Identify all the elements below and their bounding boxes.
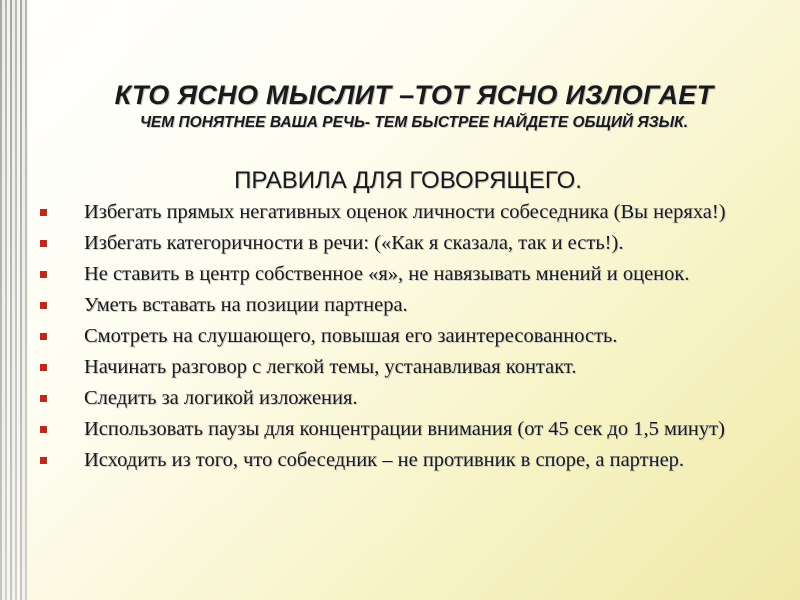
rule-text: Уметь вставать на позиции партнера. bbox=[84, 294, 408, 316]
rule-item bbox=[38, 200, 790, 224]
rule-item bbox=[38, 355, 790, 379]
bullet-square-icon bbox=[40, 395, 47, 402]
rule-text: Смотреть на слушающего, повышая его заинтересованность. bbox=[84, 325, 618, 347]
bullet-square-icon bbox=[40, 364, 47, 371]
rules-heading: ПРАВИЛА ДЛЯ ГОВОРЯЩЕГО. bbox=[234, 167, 582, 194]
slide-title: КТО ЯСНО МЫСЛИТ –ТОТ ЯСНО ИЗЛОГАЕТ bbox=[114, 80, 714, 110]
rule-item bbox=[38, 231, 790, 255]
bullet-square-icon bbox=[40, 426, 47, 433]
decorative-stripes-fade bbox=[0, 0, 28, 600]
rule-text: Избегать прямых негативных оценок личности собеседника (Вы неряха!) bbox=[84, 201, 726, 223]
bullet-square-icon bbox=[40, 333, 47, 340]
rule-item bbox=[38, 448, 790, 472]
bullet-square-icon bbox=[40, 302, 47, 309]
rule-text: Начинать разговор с легкой темы, устанавливая контакт. bbox=[84, 356, 577, 378]
bullet-square-icon bbox=[40, 209, 47, 216]
rule-text: Исходить из того, что собеседник – не противник в споре, а партнер. bbox=[84, 449, 685, 471]
rule-text: Избегать категоричности в речи: («Как я сказала, так и есть!). bbox=[84, 232, 624, 254]
rule-item bbox=[38, 262, 790, 286]
rule-text: Использовать паузы для концентрации внимания (от 45 сек до 1,5 минут) bbox=[84, 418, 725, 440]
rule-item bbox=[38, 417, 790, 441]
slide-title-block bbox=[28, 78, 800, 134]
rule-text: Не ставить в центр собственное «я», не навязывать мнений и оценок. bbox=[84, 263, 690, 285]
bullet-square-icon bbox=[40, 240, 47, 247]
rule-item bbox=[38, 293, 790, 317]
bullet-square-icon bbox=[40, 457, 47, 464]
rule-text: Следить за логикой изложения. bbox=[84, 387, 358, 409]
bullet-square-icon bbox=[40, 271, 47, 278]
slide-subtitle: ЧЕМ ПОНЯТНЕЕ ВАША РЕЧЬ- ТЕМ БЫСТРЕЕ НАЙДЕТЕ ОБЩИЙ ЯЗЫК. bbox=[139, 114, 689, 131]
rule-item bbox=[38, 386, 790, 410]
rules-list bbox=[38, 200, 790, 479]
rule-item bbox=[38, 324, 790, 348]
